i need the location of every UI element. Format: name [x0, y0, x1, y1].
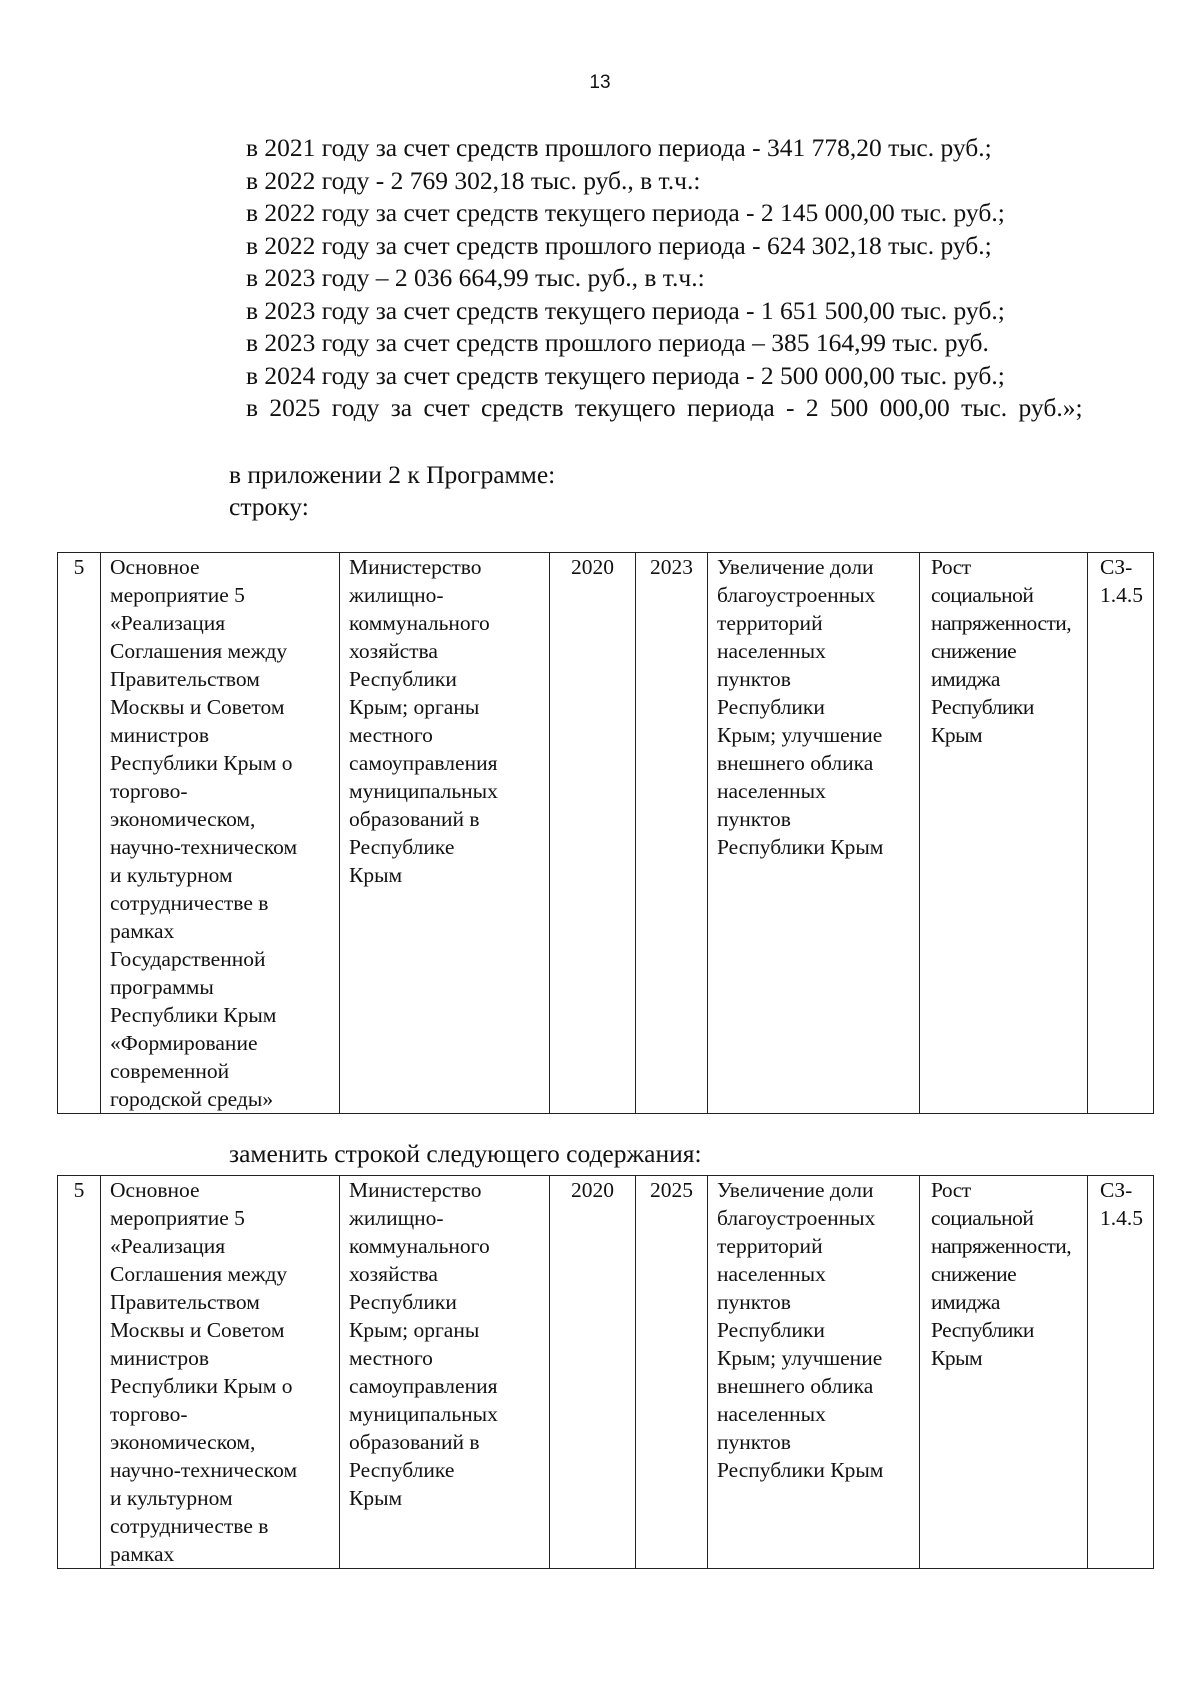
funding-line: в 2025 году за счет средств текущего периода - 2 500 000,00 тыс. руб.»; — [246, 393, 1083, 422]
new-row-table — [57, 1175, 1154, 1569]
funding-lines — [246, 132, 1146, 425]
start-year-cell: 2020 — [550, 553, 636, 1114]
risk-cell: Рост социальной напряженности, снижение имиджа Республики Крым — [920, 1176, 1088, 1569]
appendix-heading: в приложении 2 к Программе: — [229, 460, 556, 489]
funding-line: в 2023 году за счет средств текущего периода - 1 651 500,00 тыс. руб.; — [246, 295, 1005, 325]
funding-line: в 2022 году за счет средств текущего периода - 2 145 000,00 тыс. руб.; — [246, 198, 1005, 227]
activity-name-cell: Основное мероприятие 5 «Реализация Соглашения между Правительством Москвы и Советом министров Республики Крым о торгово- экономическом, научно-техническом и культурном сотрудничестве в рамках Государственной программы Республики Крым «Формирование современной городской среды» — [101, 553, 340, 1114]
activity-name-cell: Основное мероприятие 5 «Реализация Соглашения между Правительством Москвы и Советом министров Республики Крым о торгово- экономическом, научно-техническом и культурном сотрудничестве в рамках — [101, 1176, 340, 1569]
code-cell: СЗ- 1.4.5 — [1088, 1176, 1154, 1569]
code-cell: СЗ- 1.4.5 — [1088, 553, 1154, 1114]
executor-cell: Министерство жилищно- коммунального хозяйства Республики Крым; органы местного самоуправления муниципальных образований в Республике Крым — [340, 553, 550, 1114]
appendix-intro — [229, 459, 555, 523]
old-row-table — [57, 552, 1154, 1114]
table-row — [58, 1176, 1154, 1569]
row-label: строку: — [229, 492, 309, 521]
executor-cell: Министерство жилищно- коммунального хозяйства Республики Крым; органы местного самоуправления муниципальных образований в Республике Крым — [340, 1176, 550, 1569]
page-number: 13 — [589, 72, 611, 93]
end-year-cell: 2025 — [636, 1176, 708, 1569]
funding-line: в 2023 году – 2 036 664,99 тыс. руб., в т.ч.: — [246, 263, 705, 292]
start-year-cell: 2020 — [550, 1176, 636, 1569]
table-row — [58, 553, 1154, 1114]
replace-instruction: заменить строкой следующего содержания: — [229, 1139, 702, 1168]
row-number-cell: 5 — [58, 553, 101, 1114]
funding-line: в 2021 году за счет средств прошлого периода - 341 778,20 тыс. руб.; — [246, 133, 992, 162]
expected-result-cell: Увеличение доли благоустроенных территорий населенных пунктов Республики Крым; улучшение внешнего облика населенных пунктов Республики Крым — [708, 1176, 920, 1569]
row-number-cell: 5 — [58, 1176, 101, 1569]
funding-line: в 2024 году за счет средств текущего периода - 2 500 000,00 тыс. руб.; — [246, 360, 1005, 390]
end-year-cell: 2023 — [636, 553, 708, 1114]
funding-line: в 2023 году за счет средств прошлого периода – 385 164,99 тыс. руб. — [246, 328, 989, 357]
funding-line: в 2022 году за счет средств прошлого периода - 624 302,18 тыс. руб.; — [246, 230, 992, 260]
funding-line: в 2022 году - 2 769 302,18 тыс. руб., в т.ч.: — [246, 165, 701, 195]
risk-cell: Рост социальной напряженности, снижение имиджа Республики Крым — [920, 553, 1088, 1114]
expected-result-cell: Увеличение доли благоустроенных территорий населенных пунктов Республики Крым; улучшение внешнего облика населенных пунктов Республики Крым — [708, 553, 920, 1114]
